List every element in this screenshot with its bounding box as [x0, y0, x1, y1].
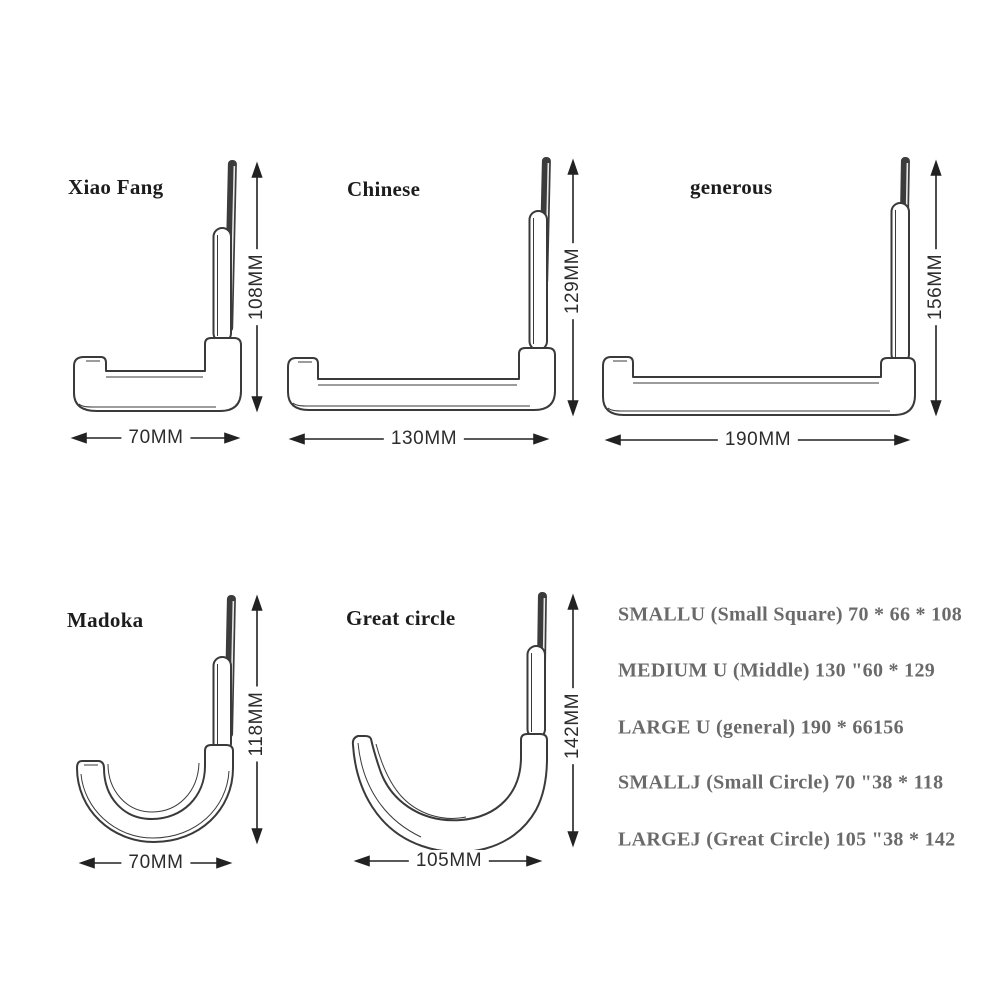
hook-body-shape — [603, 357, 915, 415]
width-dimension-label: 70MM — [121, 427, 190, 449]
hook-body-shape — [77, 745, 233, 842]
mount-rod-shape — [214, 228, 232, 342]
hook-name-label: Madoka — [67, 608, 144, 632]
spec-list-item: SMALLU (Small Square) 70 * 66 * 108 — [618, 603, 963, 626]
width-dimension-label: 70MM — [121, 852, 190, 874]
hook-body-shape — [353, 734, 547, 852]
width-dimension-label: 190MM — [718, 429, 798, 451]
hook-name-label: generous — [690, 175, 773, 199]
spec-list-item: LARGE U (general) 190 * 66156 — [618, 716, 904, 739]
height-dimension-label: 108MM — [246, 249, 268, 325]
mount-rod-shape — [214, 657, 232, 752]
mount-rod-shape — [528, 646, 546, 738]
mount-rod-shape — [892, 203, 910, 363]
spec-list-item: LARGEJ (Great Circle) 105 "38 * 142 — [618, 828, 956, 851]
height-dimension-label: 129MM — [562, 243, 584, 319]
spec-list-item: MEDIUM U (Middle) 130 "60 * 129 — [618, 659, 936, 682]
spec-list-item: SMALLJ (Small Circle) 70 "38 * 118 — [618, 771, 944, 794]
hook-name-label: Chinese — [347, 177, 421, 201]
hook-body-shape — [74, 338, 241, 411]
width-dimension-label: 105MM — [409, 850, 489, 872]
hook-name-label: Xiao Fang — [68, 175, 164, 199]
height-dimension-label: 142MM — [562, 688, 584, 764]
height-dimension-label: 156MM — [925, 249, 947, 325]
height-dimension-label: 118MM — [246, 687, 268, 762]
hook-body-shape — [288, 348, 555, 410]
width-dimension-label: 130MM — [384, 428, 464, 450]
hook-name-label: Great circle — [346, 606, 456, 630]
mount-rod-shape — [530, 211, 548, 350]
hook-drawing-medium-u — [288, 157, 555, 410]
